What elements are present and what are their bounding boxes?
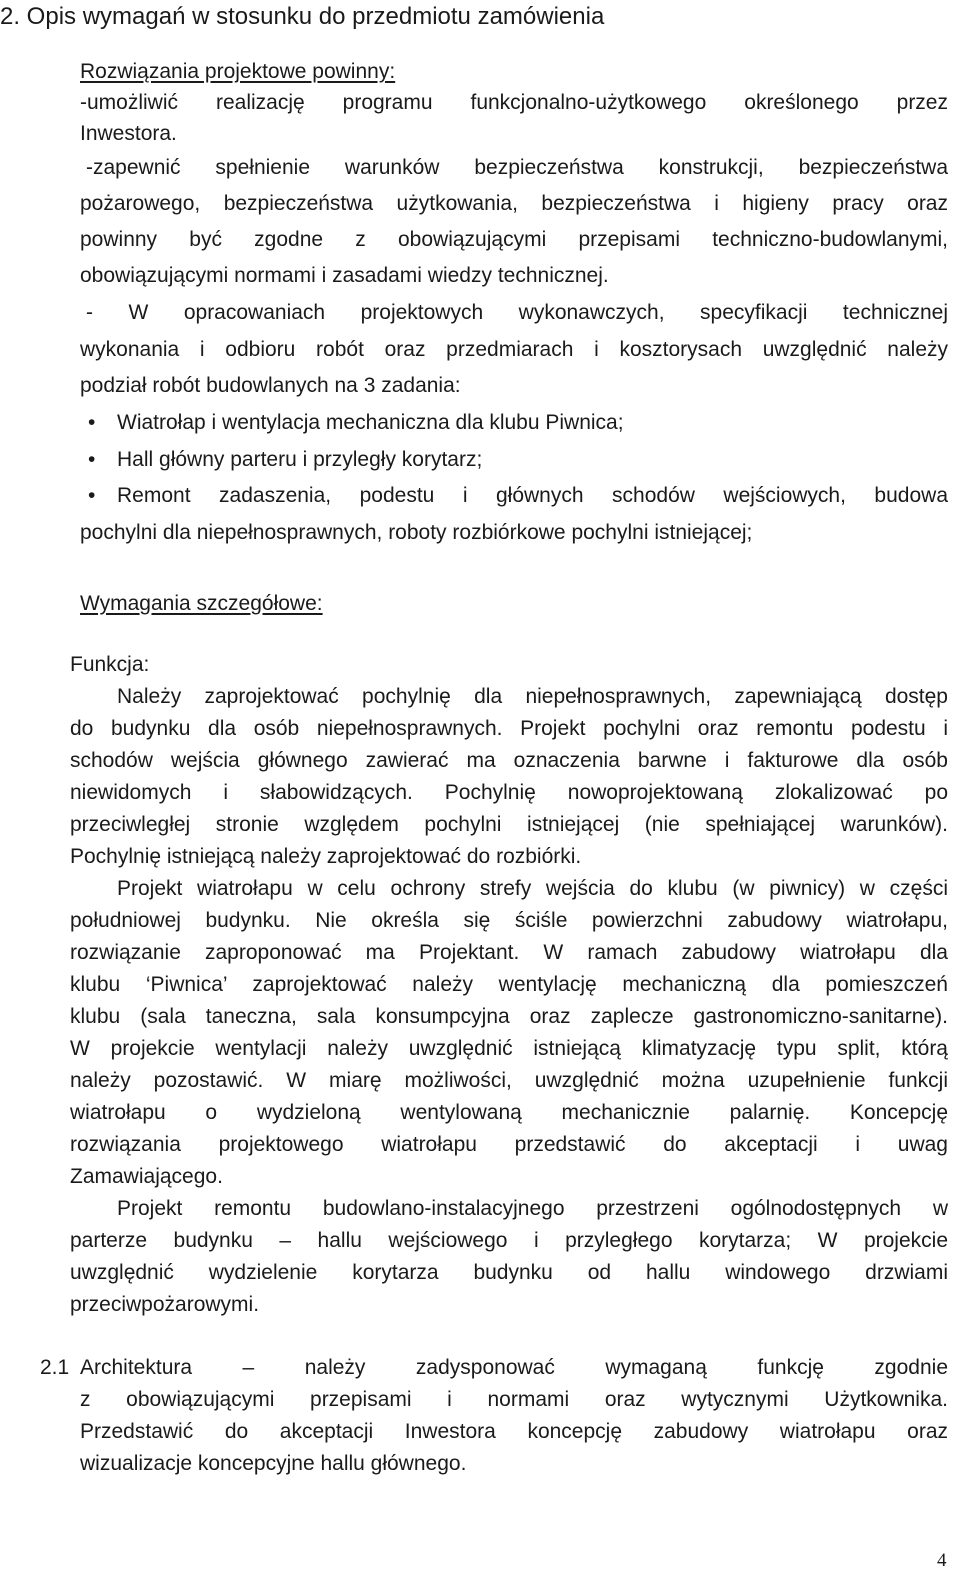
text-line: klubu (sala taneczna, sala konsumpcyjna oraz zaplecze gastronomiczno-sanitarne). [70, 1005, 948, 1028]
text-line: uwzględnić wydzielenie korytarza budynku od hallu windowego drzwiami [70, 1261, 948, 1284]
bullet-icon: • [88, 448, 96, 471]
text-line: -umożliwić realizację programu funkcjonalno-użytkowego określonego przez [80, 91, 948, 114]
text-line: -zapewnić spełnienie warunków bezpieczeństwa konstrukcji, bezpieczeństwa [86, 156, 948, 179]
bullet-icon: • [88, 484, 96, 507]
text-line: południowej budynku. Nie określa się ściśle powierzchni zabudowy wiatrołapu, [70, 909, 948, 932]
text-line: Projekt wiatrołapu w celu ochrony strefy wejścia do klubu (w piwnicy) w części [117, 877, 948, 900]
text-line: z obowiązującymi przepisami i normami oraz wytycznymi Użytkownika. [80, 1388, 948, 1411]
text-line: wiatrołapu o wydzieloną wentylowaną mechanicznie palarnię. Koncepcję [70, 1101, 948, 1124]
text-line: pożarowego, bezpieczeństwa użytkowania, bezpieczeństwa i higieny pracy oraz [80, 192, 948, 215]
list-item: Remont zadaszenia, podestu i głównych schodów wejściowych, budowa [117, 484, 948, 507]
page-number: 4 [937, 1550, 947, 1571]
text-line: wizualizacje koncepcyjne hallu głównego. [80, 1452, 467, 1475]
text-line: przeciwległej stronie względem pochylni istniejącej (nie spełniającej warunków). [70, 813, 948, 836]
text-line: rozwiązania projektowego wiatrołapu przedstawić do akceptacji i uwag [70, 1133, 948, 1156]
text-line: wykonania i odbioru robót oraz przedmiarach i kosztorysach uwzględnić należy [80, 338, 948, 361]
design-solutions-heading: Rozwiązania projektowe powinny: [80, 60, 396, 83]
text-line: Przedstawić do akceptacji Inwestora koncepcję zabudowy wiatrołapu oraz [80, 1420, 948, 1443]
text-line: do budynku dla osób niepełnosprawnych. Projekt pochylni oraz remontu podestu i [70, 717, 948, 740]
text-line: rozwiązanie zaproponować ma Projektant. W ramach zabudowy wiatrołapu dla [70, 941, 948, 964]
text-line: niewidomych i słabowidzących. Pochylnię nowoprojektowaną zlokalizować po [70, 781, 948, 804]
text-line: klubu ‘Piwnica’ zaprojektować należy wentylację mechaniczną dla pomieszczeń [70, 973, 948, 996]
bullet-icon: • [88, 411, 96, 434]
section-heading: 2. Opis wymagań w stosunku do przedmiotu zamówienia [0, 3, 605, 30]
text-line: schodów wejścia głównego zawierać ma oznaczenia barwne i fakturowe dla osób [70, 749, 948, 772]
text-line: parterze budynku – hallu wejściowego i przyległego korytarza; W projekcie [70, 1229, 948, 1252]
text-line: Inwestora. [80, 122, 177, 145]
text-line: Projekt remontu budowlano-instalacyjnego przestrzeni ogólnodostępnych w [117, 1197, 948, 1220]
subsection-number: 2.1 [40, 1356, 70, 1379]
text-line: Architektura – należy zadysponować wymaganą funkcję zgodnie [80, 1356, 948, 1379]
text-line: obowiązującymi normami i zasadami wiedzy technicznej. [80, 264, 609, 287]
text-line: W projekcie wentylacji należy uwzględnić istniejącą klimatyzację typu split, którą [70, 1037, 948, 1060]
list-item: Hall główny parteru i przyległy korytarz; [117, 448, 483, 471]
detailed-requirements-heading: Wymagania szczegółowe: [80, 592, 323, 615]
list-item: Wiatrołap i wentylacja mechaniczna dla klubu Piwnica; [117, 411, 624, 434]
function-label: Funkcja: [70, 653, 150, 676]
text-line: należy pozostawić. W miarę możliwości, uwzględnić można uzupełnienie funkcji [70, 1069, 948, 1092]
text-line: Pochylnię istniejącą należy zaprojektować do rozbiórki. [70, 845, 582, 868]
text-line: Zamawiającego. [70, 1165, 223, 1188]
text-line: przeciwpożarowymi. [70, 1293, 260, 1316]
text-line: - W opracowaniach projektowych wykonawczych, specyfikacji technicznej [86, 301, 948, 324]
text-line: powinny być zgodne z obowiązującymi przepisami techniczno-budowlanymi, [80, 228, 948, 251]
text-line: podział robót budowlanych na 3 zadania: [80, 374, 461, 397]
list-item-continuation: pochylni dla niepełnosprawnych, roboty rozbiórkowe pochylni istniejącej; [80, 521, 753, 544]
text-line: Należy zaprojektować pochylnię dla niepełnosprawnych, zapewniającą dostęp [117, 685, 948, 708]
